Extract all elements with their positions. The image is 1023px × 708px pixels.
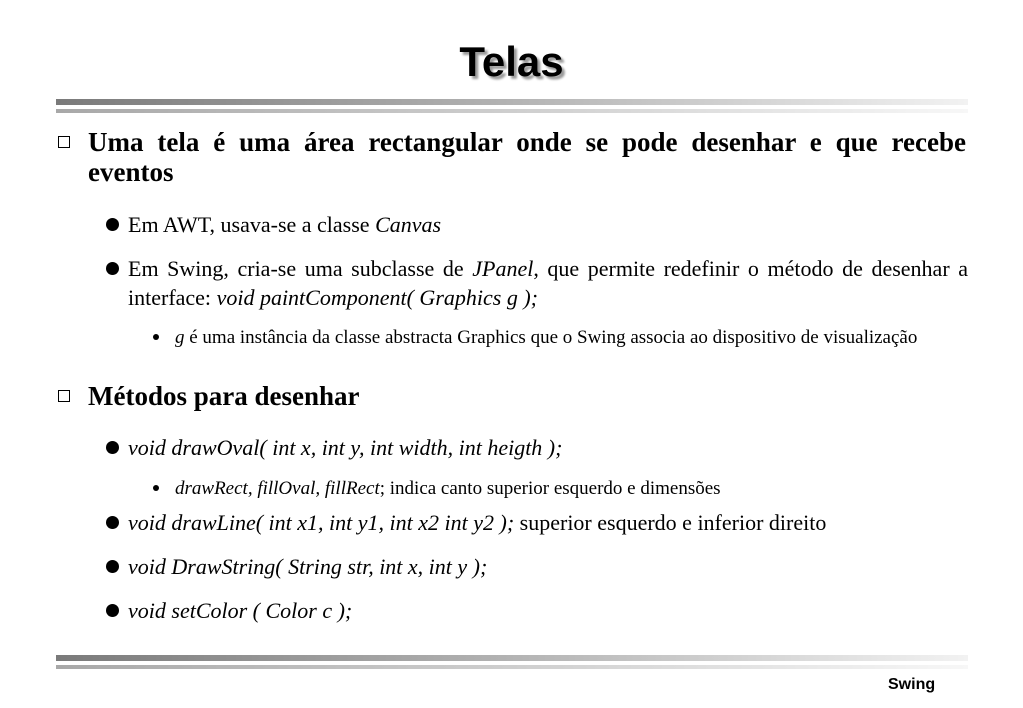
title-divider bbox=[56, 99, 968, 105]
small-bullet-icon bbox=[153, 334, 159, 340]
list-item-italic: void drawOval( int x, int y, int width, int heigth ); bbox=[128, 435, 563, 460]
sub-item-text: é uma instância da classe abstracta Graphics que o Swing associa ao dispositivo de visualização bbox=[184, 327, 918, 348]
footer-label: Swing bbox=[888, 676, 936, 693]
round-bullet-icon bbox=[106, 604, 119, 617]
list-item-italic: JPanel bbox=[472, 256, 534, 281]
round-bullet-icon bbox=[106, 262, 119, 275]
list-item-text: Em AWT, usava-se a classe bbox=[128, 212, 376, 237]
title-divider-shadow bbox=[56, 109, 968, 113]
small-bullet-icon bbox=[153, 485, 159, 491]
section-heading-text: Métodos para desenhar bbox=[88, 381, 360, 411]
list-item-drawstring bbox=[128, 552, 968, 581]
slide-title: Telas bbox=[459, 38, 564, 85]
round-bullet-icon bbox=[106, 560, 119, 573]
list-item-italic: void setColor ( Color c ); bbox=[128, 598, 353, 623]
list-item-swing bbox=[128, 254, 968, 312]
list-item-awt bbox=[128, 210, 968, 239]
round-bullet-icon bbox=[106, 218, 119, 231]
square-bullet-icon bbox=[58, 390, 70, 402]
sub-item-graphics bbox=[175, 326, 967, 349]
list-item-drawline bbox=[128, 508, 968, 537]
footer-divider bbox=[56, 655, 968, 661]
sub-item-italic: g bbox=[175, 327, 185, 348]
round-bullet-icon bbox=[106, 516, 119, 529]
list-item-drawoval bbox=[128, 433, 968, 462]
list-item-italic: Canvas bbox=[375, 212, 442, 237]
section-heading-metodos bbox=[88, 381, 966, 411]
list-item-setcolor bbox=[128, 596, 968, 625]
list-item-italic-2: void paintComponent( Graphics g ); bbox=[216, 285, 538, 310]
round-bullet-icon bbox=[106, 441, 119, 454]
list-item-text: Em Swing, cria-se uma subclasse de bbox=[128, 256, 473, 281]
list-item-italic: void DrawString( String str, int x, int y ); bbox=[128, 554, 488, 579]
square-bullet-icon bbox=[58, 136, 70, 148]
sub-item-italic: drawRect, fillOval, fillRect bbox=[175, 478, 380, 499]
section-heading-text: Uma tela é uma área rectangular onde se pode desenhar e que recebe eventos bbox=[88, 127, 966, 187]
sub-item-text: ; indica canto superior esquerdo e dimensões bbox=[379, 478, 721, 499]
list-item-italic: void drawLine( int x1, int y1, int x2 int y2 ); bbox=[128, 510, 515, 535]
list-item-text-2: , que permite redefinir o método de desenhar a interface: bbox=[128, 256, 969, 310]
list-item-text: superior esquerdo e inferior direito bbox=[514, 510, 827, 535]
sub-item-drawrect bbox=[175, 477, 967, 500]
section-heading-telas bbox=[88, 127, 966, 187]
footer-divider-shadow bbox=[56, 665, 968, 669]
